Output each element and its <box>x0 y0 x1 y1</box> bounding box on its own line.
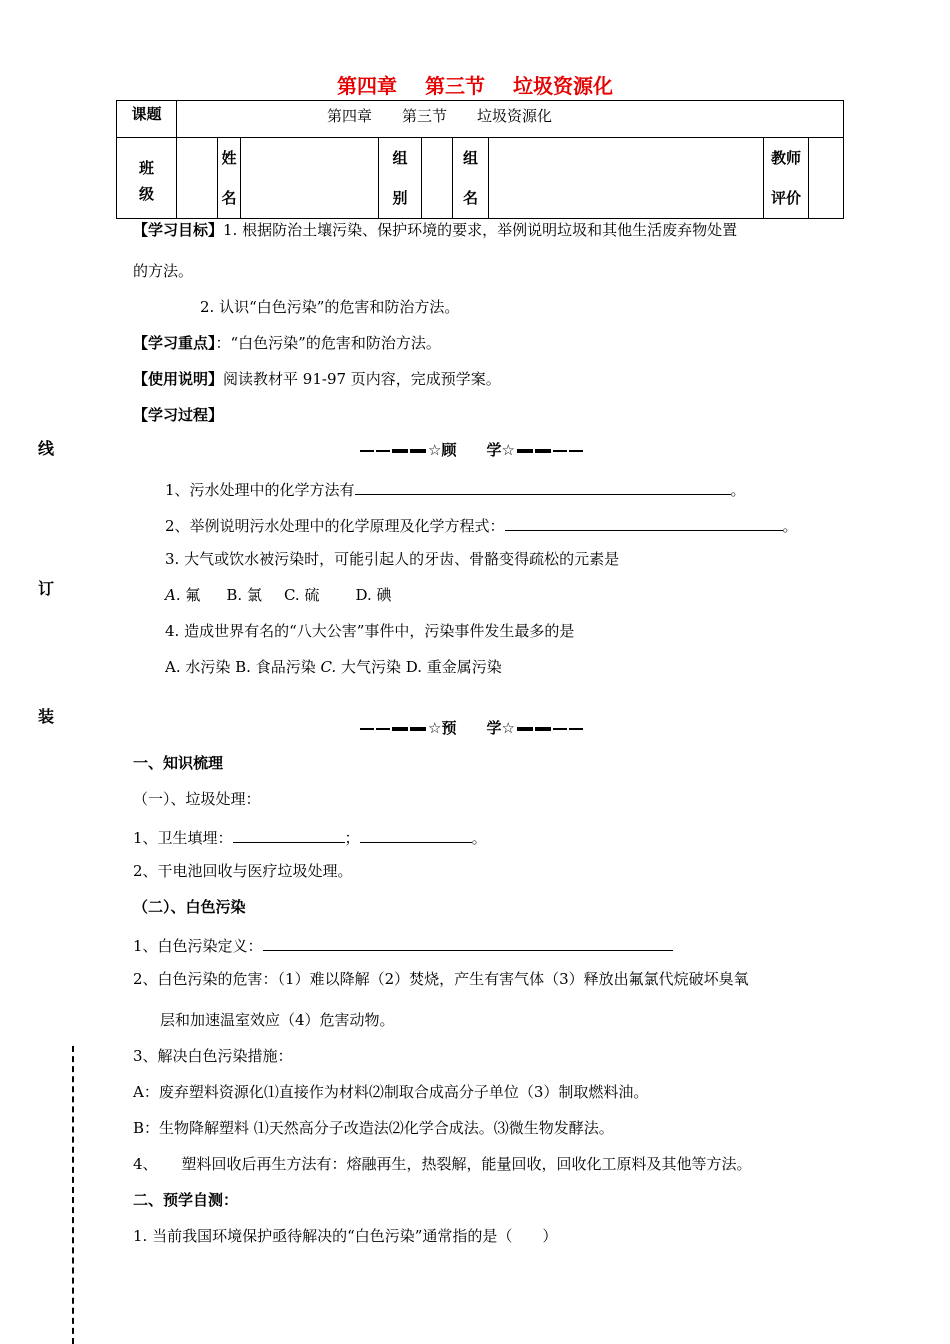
review-q2-end: 。 <box>782 517 798 535</box>
group-name-label <box>453 138 489 219</box>
side-mark-zhuang: 装 <box>38 707 55 726</box>
objectives-item1: 1. 根据防治土壤污染、保护环境的要求，举例说明垃圾和其他生活废弃物处置 <box>223 221 738 239</box>
name-label-top: 姓 <box>221 149 237 167</box>
landfill-blank-2[interactable] <box>360 828 472 843</box>
class-label <box>117 138 177 219</box>
banner-bar <box>535 727 551 731</box>
review-q4: 4. 造成世界有名的“八大公害”事件中，污染事件发生最多的是 <box>165 622 575 640</box>
banner-bar <box>535 449 551 453</box>
preview-dB: B：生物降解塑料 ⑴天然高分子改造法⑵化学合成法。⑶微生物发酵法。 <box>133 1119 614 1137</box>
topic-label: 课题 <box>117 101 177 138</box>
objectives-line1 <box>133 223 737 238</box>
objectives-label: 【学习目标】 <box>133 221 224 239</box>
review-q3: 3. 大气或饮水被污染时，可能引起人的牙齿、骨骼变得疏松的元素是 <box>165 550 620 568</box>
preview-banner <box>360 721 585 736</box>
banner-bar <box>360 450 374 452</box>
q4-option-cd: 大气污染 D. 重金属污染 <box>340 658 502 676</box>
key-points-text: ：“白色污染”的危害和防治方法。 <box>215 334 441 352</box>
review-q1 <box>165 480 746 498</box>
q4-option-ab: A. 水污染 B. 食品污染 <box>165 658 316 676</box>
group-label <box>379 138 422 219</box>
preview-d2-line1: 2、白色污染的危害：（1）难以降解（2）焚烧，产生有害气体（3）释放出氟氯代烷破坏臭氧 <box>133 970 749 988</box>
key-points-label: 【学习重点】 <box>133 334 216 352</box>
name-label <box>218 138 241 219</box>
review-banner-text: ☆顾 学☆ <box>428 441 515 459</box>
side-mark-ding: 订 <box>38 579 55 598</box>
topic-value: 第四章 第三节 垃圾资源化 <box>177 101 844 138</box>
group-value-cell[interactable] <box>422 138 453 219</box>
q3-option-a-text: 氟 <box>185 586 201 604</box>
banner-bar <box>360 728 374 730</box>
banner-bar <box>553 728 567 730</box>
process-label: 【学习过程】 <box>133 406 224 424</box>
review-q2-blank[interactable] <box>505 516 783 531</box>
banner-bar <box>410 449 426 453</box>
objectives-line2: 的方法。 <box>133 262 194 280</box>
preview-d3: 3、解决白色污染措施： <box>133 1047 293 1065</box>
banner-bar <box>517 727 533 731</box>
preview-l1 <box>133 828 487 846</box>
teacher-value-cell[interactable] <box>809 138 844 219</box>
title-chapter: 第四章 <box>337 74 397 98</box>
side-mark-xian: 线 <box>38 439 55 458</box>
preview-banner-text: ☆预 学☆ <box>428 719 515 737</box>
review-q1-end: 。 <box>730 481 746 499</box>
q3-option-c: C. 硫 <box>283 586 320 604</box>
usage-text: 阅读教材平 91-97 页内容，完成预学案。 <box>223 370 501 388</box>
key-points <box>133 336 441 351</box>
q3-option-d: D. 碘 <box>355 586 392 604</box>
preview-dA: A：废弃塑料资源化⑴直接作为材料⑵制取合成高分子单位（3）制取燃料油。 <box>133 1083 649 1101</box>
landfill-blank-1[interactable] <box>233 828 345 843</box>
teacher-label-top: 教师 <box>770 149 801 167</box>
preview-part1: 一、知识梳理 <box>133 754 224 772</box>
review-banner <box>360 443 585 458</box>
banner-bar <box>569 728 583 730</box>
preview-d1 <box>133 936 673 954</box>
review-q2-text: 2、举例说明污水处理中的化学原理及化学方程式： <box>165 517 505 535</box>
banner-bar <box>392 449 408 453</box>
q4-option-c-letter: C. <box>320 658 337 676</box>
banner-bar <box>569 450 583 452</box>
preview-d4-text: 塑料回收后再生方法有：熔融再生，热裂解，能量回收，回收化工原料及其他等方法。 <box>181 1155 752 1173</box>
page-title <box>0 76 950 96</box>
group-name-label-top: 组 <box>462 149 478 167</box>
preview-d4 <box>133 1157 752 1172</box>
banner-bar <box>517 449 533 453</box>
banner-bar <box>376 450 390 452</box>
usage <box>133 372 501 387</box>
class-value-cell[interactable] <box>177 138 218 219</box>
objectives-item2: 2. 认识“白色污染”的危害和防治方法。 <box>200 298 460 316</box>
group-name-value-cell[interactable] <box>489 138 764 219</box>
definition-blank[interactable] <box>263 936 673 951</box>
title-topic: 垃圾资源化 <box>513 74 613 98</box>
banner-bar <box>553 450 567 452</box>
preview-sub1: （一）、垃圾处理： <box>133 790 261 808</box>
banner-bar <box>392 727 408 731</box>
review-q1-text: 1、污水处理中的化学方法有 <box>165 481 355 499</box>
class-label-bottom: 级 <box>138 185 154 203</box>
preview-l1-end: 。 <box>471 829 487 847</box>
preview-l2: 2、干电池回收与医疗垃圾处理。 <box>133 862 353 880</box>
review-q1-blank[interactable] <box>355 480 731 495</box>
preview-part2: 二、预学自测： <box>133 1191 239 1209</box>
preview-d2-line2: 层和加速温室效应（4）危害动物。 <box>160 1011 395 1029</box>
cut-line <box>72 1046 74 1344</box>
q3-option-a-letter: A. <box>165 586 181 604</box>
preview-d4-num: 4、 <box>133 1155 158 1173</box>
teacher-label-bottom: 评价 <box>770 189 801 207</box>
q3-option-b: B. 氯 <box>226 586 262 604</box>
class-label-top: 班 <box>138 159 154 177</box>
group-label-bottom: 别 <box>392 189 408 207</box>
banner-bar <box>376 728 390 730</box>
name-label-bottom: 名 <box>221 189 237 207</box>
title-section: 第三节 <box>425 74 485 98</box>
name-value-cell[interactable] <box>241 138 379 219</box>
teacher-label <box>764 138 809 219</box>
preview-l1-sep: ； <box>344 829 360 847</box>
preview-d1-text: 1、白色污染定义： <box>133 937 263 955</box>
preview-l1-text: 1、卫生填埋： <box>133 829 233 847</box>
preview-t1: 1. 当前我国环境保护亟待解决的“白色污染”通常指的是（ ） <box>133 1227 558 1245</box>
info-table <box>116 100 844 219</box>
review-q3-options <box>165 588 391 603</box>
review-q2 <box>165 516 798 534</box>
usage-label: 【使用说明】 <box>133 370 224 388</box>
group-label-top: 组 <box>392 149 408 167</box>
group-name-label-bottom: 名 <box>462 189 478 207</box>
preview-sub2: （二）、白色污染 <box>133 898 246 916</box>
review-q4-options <box>165 660 502 675</box>
banner-bar <box>410 727 426 731</box>
